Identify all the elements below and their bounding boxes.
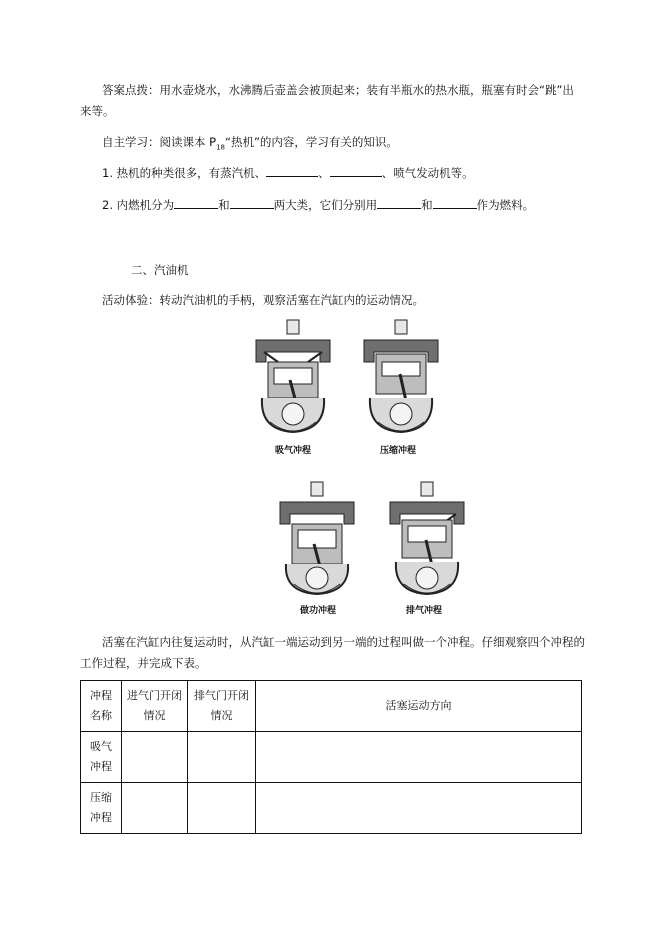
q2-blank-4[interactable]	[433, 196, 477, 209]
table-row	[81, 783, 582, 834]
caption-compression: 压缩冲程	[379, 446, 416, 456]
row-compression-name: 压缩冲程	[81, 783, 122, 834]
engine-figure-power	[274, 480, 360, 602]
engine-diagram-power	[274, 480, 360, 602]
row-intake-name: 吸气冲程	[81, 732, 122, 783]
engine-figure-exhaust	[384, 480, 470, 602]
table-row	[81, 732, 582, 783]
q1-blank-1[interactable]	[266, 164, 318, 177]
engine-diagram-compression	[358, 318, 444, 440]
q2-blank-1[interactable]	[174, 196, 218, 209]
q2-text-b: 和	[218, 198, 230, 212]
answer-hint-text: 答案点拨：用水壶烧水，水沸腾后壶盖会被顶起来；装有半瓶水的热水瓶，瓶塞有时会“跳”出来等。	[80, 83, 574, 118]
engine-figure-compression	[358, 318, 444, 440]
question-2	[80, 195, 585, 216]
question-1	[80, 163, 585, 184]
caption-intake: 吸气冲程	[274, 446, 311, 456]
engine-figure-intake	[250, 318, 336, 440]
answer-hint-paragraph	[80, 80, 585, 122]
activity-text: 活动体验：转动汽油机的手柄，观察活塞在汽缸内的运动情况。	[102, 293, 424, 307]
q2-text-e: 作为燃料。	[476, 198, 535, 212]
q1-text-a: 1. 热机的种类很多，有蒸汽机、	[102, 166, 267, 180]
q2-text-d: 和	[421, 198, 433, 212]
q2-text-c: 两大类，它们分别用	[273, 198, 378, 212]
row-intake-piston-direction[interactable]	[256, 732, 582, 783]
q1-text-c: 、喷气发动机等。	[381, 166, 474, 180]
header-exhaust-valve: 排气门开闭情况	[188, 681, 256, 732]
piston-intro-paragraph	[80, 632, 585, 674]
stroke-table	[80, 680, 582, 834]
self-study-prefix: 自主学习：阅读课本 P	[102, 135, 217, 149]
q2-text-a: 2. 内燃机分为	[102, 198, 175, 212]
self-study-suffix: “热机”的内容，学习有关的知识。	[225, 135, 398, 149]
q2-blank-2[interactable]	[230, 196, 274, 209]
section-title: 二、汽油机	[131, 263, 189, 277]
table-header-row	[81, 681, 582, 732]
self-study-paragraph	[80, 132, 585, 158]
q2-blank-3[interactable]	[377, 196, 421, 209]
header-stroke-name: 冲程名称	[81, 681, 122, 732]
caption-exhaust: 排气冲程	[405, 606, 442, 616]
engine-diagram-exhaust	[384, 480, 470, 602]
engine-diagram-intake	[250, 318, 336, 440]
q1-text-b: 、	[318, 166, 330, 180]
piston-intro-text: 活塞在汽缸内往复运动时，从汽缸一端运动到另一端的过程叫做一个冲程。仔细观察四个冲程的工作过程，并完成下表。	[80, 635, 585, 670]
header-intake-valve: 进气门开闭情况	[122, 681, 188, 732]
row-compression-intake-valve[interactable]	[122, 783, 188, 834]
activity-paragraph	[80, 290, 585, 311]
page-subscript: 18	[216, 143, 226, 152]
row-intake-intake-valve[interactable]	[122, 732, 188, 783]
caption-power: 做功冲程	[299, 606, 336, 616]
row-intake-exhaust-valve[interactable]	[188, 732, 256, 783]
row-compression-piston-direction[interactable]	[256, 783, 582, 834]
header-piston-direction: 活塞运动方向	[256, 681, 582, 732]
q1-blank-2[interactable]	[330, 164, 382, 177]
row-compression-exhaust-valve[interactable]	[188, 783, 256, 834]
